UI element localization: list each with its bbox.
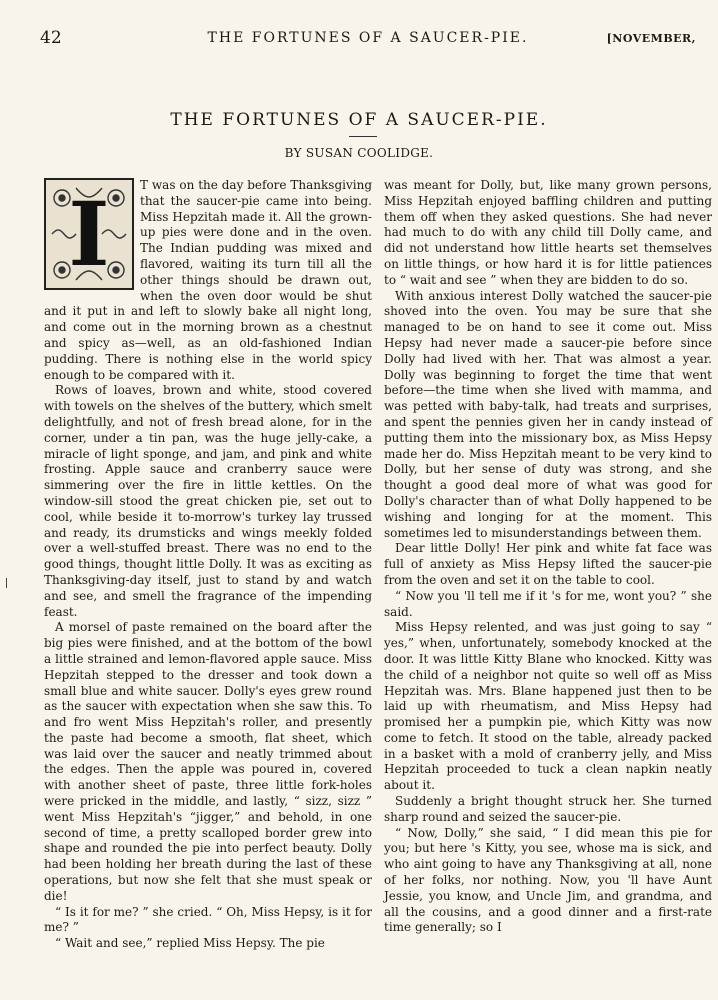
running-title: THE FORTUNES OF A SAUCER-PIE. bbox=[207, 30, 529, 46]
running-header bbox=[40, 28, 696, 52]
paragraph-7: With anxious interest Dolly watched the saucer-pie shoved into the oven. You may be sure that she managed to be on hand to see it come out. Miss Hepsy had never made a saucer-pie before since Dolly had lived with her. That was almost a year. Dolly was beginning to forget the time that went before—the time when she lived with mamma, and was petted with baby-talk, had treats and surprises, and spent the pennies given her in candy instead of putting them into the missionary box, as Miss Hepsy made her do. Miss Hepzitah meant to be very kind to Dolly, but her sense of duty was strong, and she thought a good deal more of what was good for Dolly's character than of what Dolly happened to be wishing and longing for at the moment. This sometimes led to misunderstandings between them. bbox=[384, 288, 712, 540]
paragraph-9: “ Now you 'll tell me if it 's for me, wont you? ” she said. bbox=[384, 588, 712, 619]
page-number: 42 bbox=[40, 28, 62, 48]
paragraph-2: Rows of loaves, brown and white, stood covered with towels on the shelves of the buttery, which smelt delightfully, and not of fresh bread alone, for in the corner, under a tin pan, was the huge jelly-cake, a miracle of light sponge, and jam, and pink and white frosting. Apple sauce and cranberry sauce were simmering over the fire in little kettles. On the window-sill stood the great chicken pie, set out to cool, while beside it to-morrow's turkey lay trussed and ready, its drumsticks and wings meekly folded over a well-stuffed breast. There was no end to the good things, thought little Dolly. It was as exciting as Thanksgiving-day itself, just to stand by and watch and see, and smell the fragrance of the impending feast. bbox=[44, 383, 372, 619]
margin-mark bbox=[6, 578, 7, 588]
ornamental-drop-cap bbox=[44, 178, 134, 290]
paragraph-4: “ Is it for me? ” she cried. “ Oh, Miss Hepsy, is it for me? ” bbox=[44, 904, 372, 935]
byline: BY SUSAN COOLIDGE. bbox=[284, 146, 434, 160]
article-title: THE FORTUNES OF A SAUCER-PIE. bbox=[170, 110, 548, 130]
paragraph-3: A morsel of paste remained on the board after the big pies were finished, and at the bottom of the bowl a little strained and lemon-flavored apple sauce. Miss Hepzitah stepped to the dresser and took down a small blue and white saucer. Dolly's eyes grew round as the saucer with expectation when she saw this. To and fro went Miss Hepzitah's roller, and presently the paste had become a smooth, flat sheet, which was laid over the saucer and neatly trimmed about the edges. Then the apple was poured in, covered with another sheet of paste, three little fork-holes were pricked in the middle, and lastly, “ sizz, sizz ” went Miss Hepzitah's “jigger,” and behold, in one second of time, a pretty scalloped border grew into shape and rounded the pie into perfect beauty. Dolly had been holding her breath during the last of these operations, but now she felt that she must speak or die! bbox=[44, 620, 372, 903]
paragraph-8: Dear little Dolly! Her pink and white fat face was full of anxiety as Miss Hepsy lifted the saucer-pie from the oven and set it on the table to cool. bbox=[384, 541, 712, 587]
paragraph-6: was meant for Dolly, but, like many grown persons, Miss Hepzitah enjoyed baffling children and putting them off when they asked questions. She had never had much to do with any child till Dolly came, and did not understand how little hearts set themselves on little things, or how hard it is for little patiences to “ wait and see ” when they are bidden to do so. bbox=[384, 178, 712, 287]
right-column bbox=[384, 178, 712, 936]
paragraph-1-text: T was on the day before Thanksgiving that the saucer-pie came into being. Miss Hepzitah made it. All the grown-up pies were done and in the oven. The Indian pudding was mixed and flavored, waiting its turn till all the other things should be drawn out, when the oven door would be shut and it put in and left to slowly bake all night long, and come out in the morning brown as a chestnut and spicy as—well, as an old-fashioned Indian pudding. There is nothing else in the world spicy enough to be compared with it. bbox=[44, 178, 372, 382]
drop-cap-letter: I bbox=[68, 182, 110, 286]
issue-month: [NOVEMBER, bbox=[606, 32, 696, 45]
paragraph-11: Suddenly a bright thought struck her. She turned sharp round and seized the saucer-pie. bbox=[384, 794, 712, 824]
paragraph-5: “ Wait and see,” replied Miss Hepsy. The pie bbox=[55, 936, 325, 951]
title-rule bbox=[349, 136, 377, 137]
left-column bbox=[44, 178, 372, 952]
paragraph-12: “ Now, Dolly,” she said, “ I did mean this pie for you; but here 's Kitty, you see, whose ma is sick, and who aint going to have any Thanksgiving at all, none of her folks, nor nothing. Now, you 'll have Aunt Jessie, you know, and Uncle Jim, and grandma, and all the cousins, and a good dinner and a first-rate time generally; so I bbox=[384, 825, 712, 935]
paragraph-1 bbox=[44, 178, 372, 383]
paragraph-10: Miss Hepsy relented, and was just going to say “ yes,” when, unfortunately, somebody knocked at the door. It was little Kitty Blane who knocked. Kitty was the child of a neighbor not quite so well off as Miss Hepzitah was. Mrs. Blane happened just then to be laid up with rheumatism, and Miss Hepsy had promised her a pumpkin pie, which Kitty was now come to fetch. It stood on the table, already packed in a basket with a mold of cranberry jelly, and Miss Hepzitah proceeded to tuck a clean napkin neatly about it. bbox=[384, 620, 712, 793]
